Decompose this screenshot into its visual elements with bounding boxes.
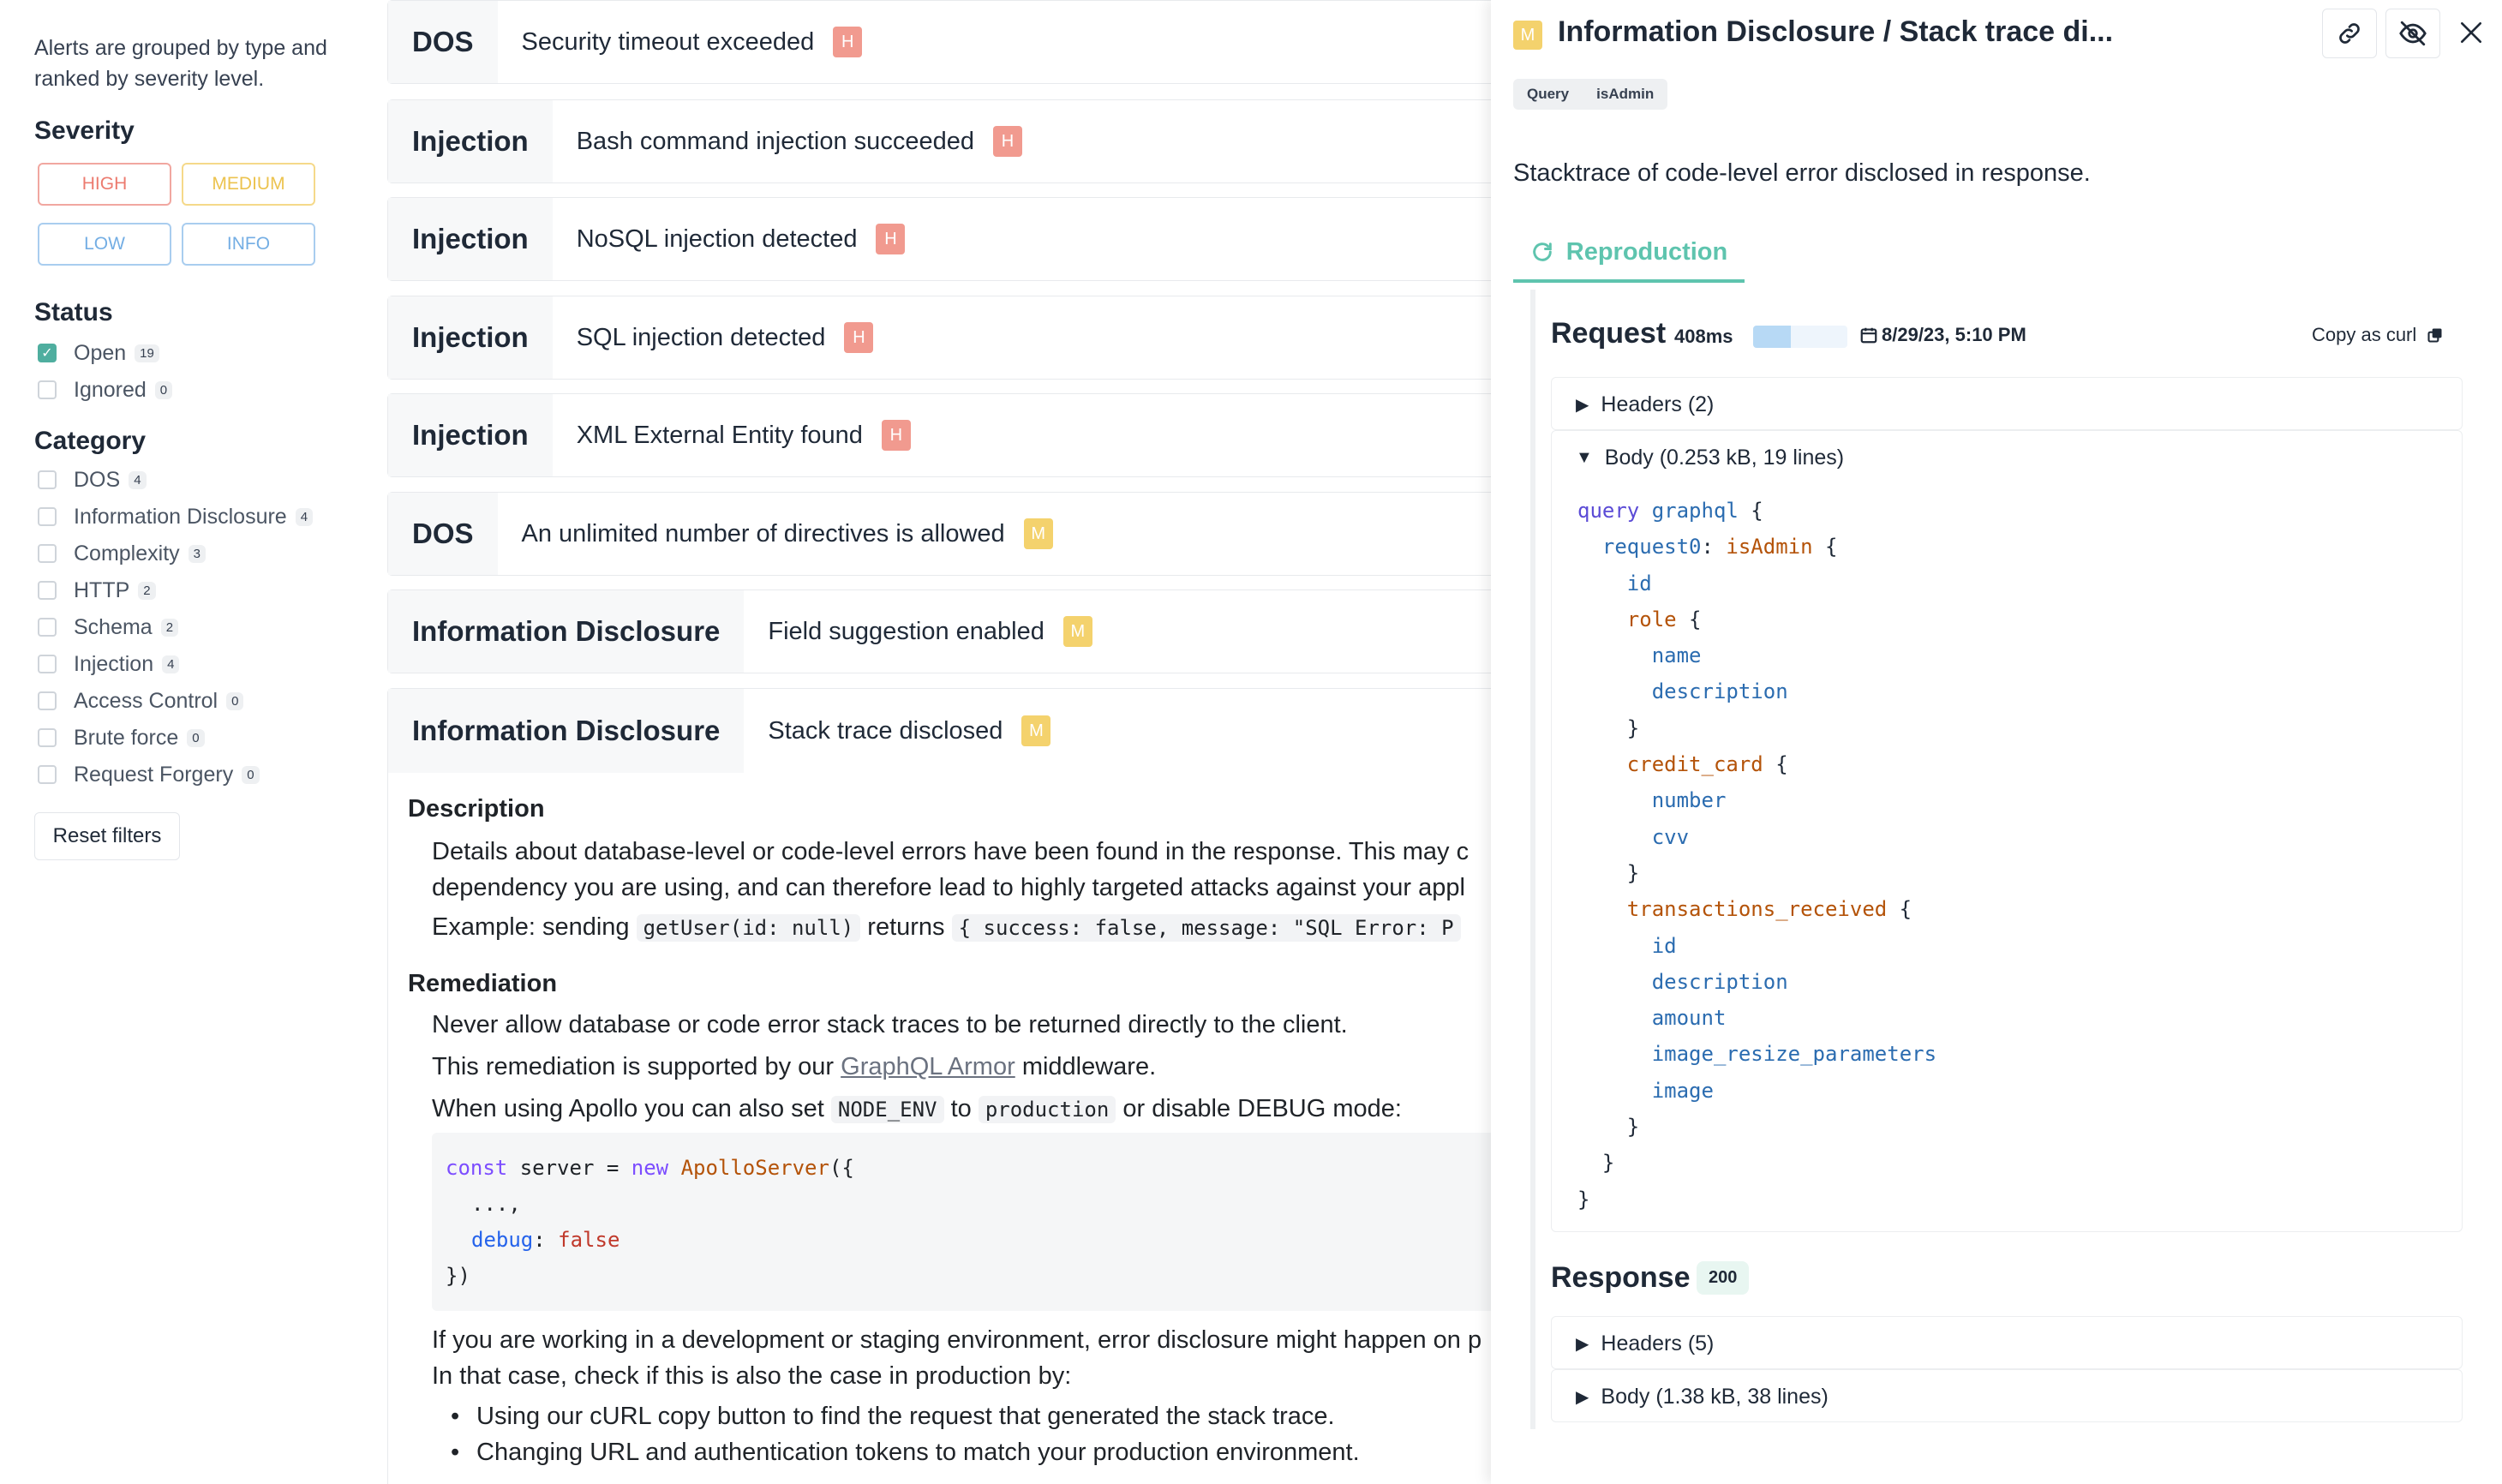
- refresh-icon: [1530, 240, 1554, 264]
- alert-title: Stack trace disclosed: [768, 716, 1003, 745]
- close-panel-button[interactable]: [2452, 14, 2490, 51]
- alert-row[interactable]: [387, 0, 1499, 84]
- status-title: Status: [34, 298, 113, 326]
- gql-token: request0: [1601, 535, 1702, 559]
- checkbox-box: [38, 380, 57, 399]
- alert-title: Bash command injection succeeded: [576, 127, 974, 155]
- alert-list: [387, 0, 1499, 1484]
- category-checkbox-information-disclosure[interactable]: [38, 500, 313, 534]
- status-label: Ignored: [74, 377, 147, 402]
- headers-label: Headers (2): [1601, 392, 1715, 416]
- alert-title: SQL injection detected: [576, 323, 826, 351]
- response-body-toggle[interactable]: [1551, 1369, 2463, 1422]
- category-label: Brute force: [74, 725, 179, 750]
- alert-title: An unlimited number of directives is allowed: [521, 519, 1005, 548]
- description-line: dependency you are using, and can therefore lead to highly targeted attacks against your appl: [432, 874, 1465, 901]
- category-checkbox-schema[interactable]: [38, 610, 178, 644]
- checkbox-box: [38, 507, 57, 526]
- filters-intro: Alerts are grouped by type and ranked by severity level.: [34, 36, 327, 91]
- reset-filters-button[interactable]: Reset filters: [34, 812, 180, 860]
- alert-detail-panel: [1491, 0, 2502, 1484]
- calendar-icon: [1859, 326, 1878, 344]
- gql-token: query: [1577, 499, 1640, 523]
- example-text: returns: [867, 913, 945, 941]
- list-item: • Using our cURL copy button to find the request that generated the stack trace.: [476, 1398, 1360, 1434]
- copy-label: Copy as curl: [2312, 324, 2417, 345]
- alert-row[interactable]: [387, 197, 1499, 281]
- example-text: Example: sending: [432, 913, 630, 941]
- remediation-text: middleware.: [1021, 1053, 1157, 1080]
- reproduction-guide-line: [1530, 290, 1535, 1429]
- category-label: Injection: [74, 651, 154, 676]
- category-count: 4: [129, 471, 146, 489]
- category-checkbox-brute-force[interactable]: [38, 721, 205, 755]
- status-open-checkbox[interactable]: [38, 336, 159, 370]
- category-label: Information Disclosure: [74, 504, 287, 529]
- code-token: ApolloServer: [680, 1156, 829, 1180]
- copy-link-button[interactable]: [2322, 9, 2377, 58]
- request-title: Request: [1551, 317, 1667, 350]
- status-ignored-checkbox[interactable]: [38, 373, 172, 407]
- checkbox-box: [38, 544, 57, 563]
- remediation-text: to: [950, 1095, 972, 1122]
- remediation-title: Remediation: [408, 970, 558, 997]
- caret-down-icon: ▼: [1576, 447, 1593, 467]
- category-checkbox-request-forgery[interactable]: [38, 757, 260, 792]
- code-token: ({: [829, 1156, 854, 1180]
- code-token: debug: [471, 1228, 534, 1252]
- category-label: Access Control: [74, 688, 218, 713]
- graphql-query: query graphql { request0: isAdmin { id role { name description } credit_card { number cvv } transactions_received { id description amount image_resize_parameters image } } }: [1577, 499, 1937, 1212]
- alert-row[interactable]: [387, 492, 1499, 576]
- gql-token: isAdmin: [1726, 535, 1813, 559]
- alert-title: NoSQL injection detected: [576, 224, 858, 253]
- checkbox-box: [38, 765, 57, 784]
- category-count: 2: [138, 582, 155, 600]
- checkmark-icon: ✓: [38, 344, 57, 362]
- graphql-armor-link[interactable]: GraphQL Armor: [841, 1053, 1015, 1080]
- checkbox-box: [38, 581, 57, 600]
- environment-line: In that case, check if this is also the case in production by:: [432, 1362, 1072, 1390]
- tab-label: Reproduction: [1565, 237, 1728, 266]
- severity-badge: H: [882, 420, 911, 451]
- alert-title: Field suggestion enabled: [768, 617, 1044, 645]
- category-checkbox-access-control[interactable]: [38, 684, 243, 718]
- category-title: Category: [34, 427, 147, 455]
- close-icon: [2457, 19, 2485, 46]
- severity-badge: H: [844, 322, 873, 353]
- caret-right-icon: ▶: [1576, 1387, 1589, 1407]
- remediation-text: This remediation is supported by our: [432, 1053, 835, 1080]
- inline-code: NODE_ENV: [831, 1096, 944, 1123]
- tag: Query: [1527, 86, 1570, 102]
- timing-fill: [1753, 326, 1791, 348]
- description-title: Description: [408, 795, 545, 823]
- response-headers-toggle[interactable]: [1551, 1316, 2463, 1369]
- example-line: [432, 910, 1461, 945]
- inline-code: { success: false, message: "SQL Error: P: [952, 914, 1461, 942]
- timing-bar: [1753, 326, 1847, 348]
- body-label: Body (1.38 kB, 38 lines): [1601, 1384, 1829, 1409]
- status-label: Open: [74, 340, 127, 365]
- category-checkbox-http[interactable]: [38, 573, 156, 607]
- caret-right-icon: ▶: [1576, 395, 1589, 415]
- inline-code: production: [979, 1096, 1116, 1123]
- tag: isAdmin: [1596, 86, 1655, 102]
- alert-row[interactable]: [387, 589, 1499, 673]
- code-token: }): [446, 1264, 470, 1288]
- severity-medium-button[interactable]: MEDIUM: [182, 163, 315, 206]
- panel-title: Information Disclosure / Stack trace di...: [1558, 15, 2114, 48]
- remediation-text: or disable DEBUG mode:: [1122, 1095, 1402, 1122]
- remediation-line: Never allow database or code error stack traces to be returned directly to the client.: [432, 1011, 1348, 1038]
- inline-code: getUser(id: null): [637, 914, 861, 942]
- description-line: Details about database-level or code-level errors have been found in the response. This may c: [432, 838, 1469, 865]
- alert-row[interactable]: [387, 99, 1499, 183]
- checkbox-box: [38, 655, 57, 673]
- checkbox-box: [38, 618, 57, 637]
- alert-title: XML External Entity found: [576, 421, 863, 449]
- tag-group: [1513, 79, 1667, 110]
- status-count: 0: [155, 381, 172, 399]
- severity-title: Severity: [34, 117, 135, 145]
- checkbox-box: [38, 691, 57, 710]
- copy-as-curl-button[interactable]: [2312, 324, 2444, 346]
- gql-token: graphql: [1651, 499, 1739, 523]
- code-token: server =: [519, 1156, 620, 1180]
- category-count: 4: [296, 508, 313, 526]
- panel-description: Stacktrace of code-level error disclosed in response.: [1513, 159, 2091, 187]
- filters-sidebar: [0, 0, 377, 1484]
- checkbox-box: [38, 470, 57, 489]
- eye-off-icon: [2398, 19, 2427, 48]
- category-label: DOS: [74, 467, 121, 492]
- category-label: HTTP: [74, 577, 130, 602]
- alert-row[interactable]: [387, 393, 1499, 477]
- category-label: Request Forgery: [74, 762, 234, 787]
- date-text: 8/29/23, 5:10 PM: [1882, 324, 2026, 345]
- copy-icon: [2427, 326, 2444, 344]
- checkbox-box: [38, 728, 57, 747]
- severity-badge: H: [833, 27, 862, 57]
- body-label: Body (0.253 kB, 19 lines): [1604, 445, 1845, 470]
- request-headers-toggle[interactable]: [1551, 377, 2463, 430]
- severity-badge: H: [876, 224, 905, 254]
- alert-type: Information Disclosure: [388, 590, 744, 673]
- severity-high-button[interactable]: HIGH: [38, 163, 171, 206]
- alert-row[interactable]: [387, 296, 1499, 380]
- category-count: 0: [242, 766, 259, 784]
- request-date: [1859, 324, 2026, 346]
- severity-info-button[interactable]: INFO: [182, 223, 315, 266]
- caret-right-icon: ▶: [1576, 1334, 1589, 1354]
- request-body-toggle[interactable]: [1552, 431, 2462, 484]
- severity-badge: M: [1024, 518, 1053, 549]
- alert-title: Security timeout exceeded: [521, 27, 815, 56]
- environment-line: If you are working in a development or staging environment, error disclosure might happen on p: [432, 1326, 1482, 1354]
- category-checkbox-dos[interactable]: [38, 463, 147, 497]
- bullet-list: [476, 1398, 1360, 1470]
- list-item: • Changing URL and authentication tokens to match your production environment.: [476, 1434, 1360, 1470]
- severity-badge: M: [1513, 21, 1542, 50]
- category-count: 2: [161, 619, 178, 637]
- category-label: Schema: [74, 614, 153, 639]
- alert-type: Information Disclosure: [388, 689, 744, 773]
- request-duration: 408ms: [1674, 326, 1733, 347]
- code-token: :: [533, 1228, 546, 1252]
- severity-low-button[interactable]: LOW: [38, 223, 171, 266]
- tab-reproduction[interactable]: [1513, 224, 1745, 283]
- code-token: false: [558, 1228, 620, 1252]
- category-count: 4: [162, 655, 179, 673]
- severity-badge: H: [993, 126, 1022, 157]
- alert-type: DOS: [388, 1, 498, 83]
- alert-type: Injection: [388, 100, 553, 183]
- code-block: [432, 1133, 1499, 1311]
- category-count: 0: [226, 692, 243, 710]
- request-body: [1551, 430, 2463, 1232]
- code-token: new: [631, 1156, 669, 1180]
- category-count: 0: [187, 729, 204, 747]
- severity-badge: M: [1021, 715, 1050, 746]
- response-status-badge: 200: [1697, 1261, 1749, 1295]
- status-count: 19: [135, 344, 159, 362]
- headers-label: Headers (5): [1601, 1331, 1715, 1355]
- category-checkbox-complexity[interactable]: [38, 536, 206, 571]
- alert-type: Injection: [388, 296, 553, 379]
- category-count: 3: [189, 545, 206, 563]
- alert-type: DOS: [388, 493, 498, 575]
- code-token: const: [446, 1156, 508, 1180]
- link-icon: [2336, 20, 2363, 47]
- alert-type: Injection: [388, 394, 553, 476]
- severity-badge: M: [1063, 616, 1092, 647]
- alert-type: Injection: [388, 198, 553, 280]
- response-title: Response: [1551, 1261, 1691, 1294]
- ignore-alert-button[interactable]: [2385, 9, 2440, 58]
- remediation-line: [432, 1050, 1156, 1084]
- remediation-line: [432, 1092, 1402, 1127]
- category-checkbox-injection[interactable]: [38, 647, 179, 681]
- category-label: Complexity: [74, 541, 180, 565]
- remediation-text: When using Apollo you can also set: [432, 1095, 824, 1122]
- code-token: ...,: [471, 1192, 521, 1216]
